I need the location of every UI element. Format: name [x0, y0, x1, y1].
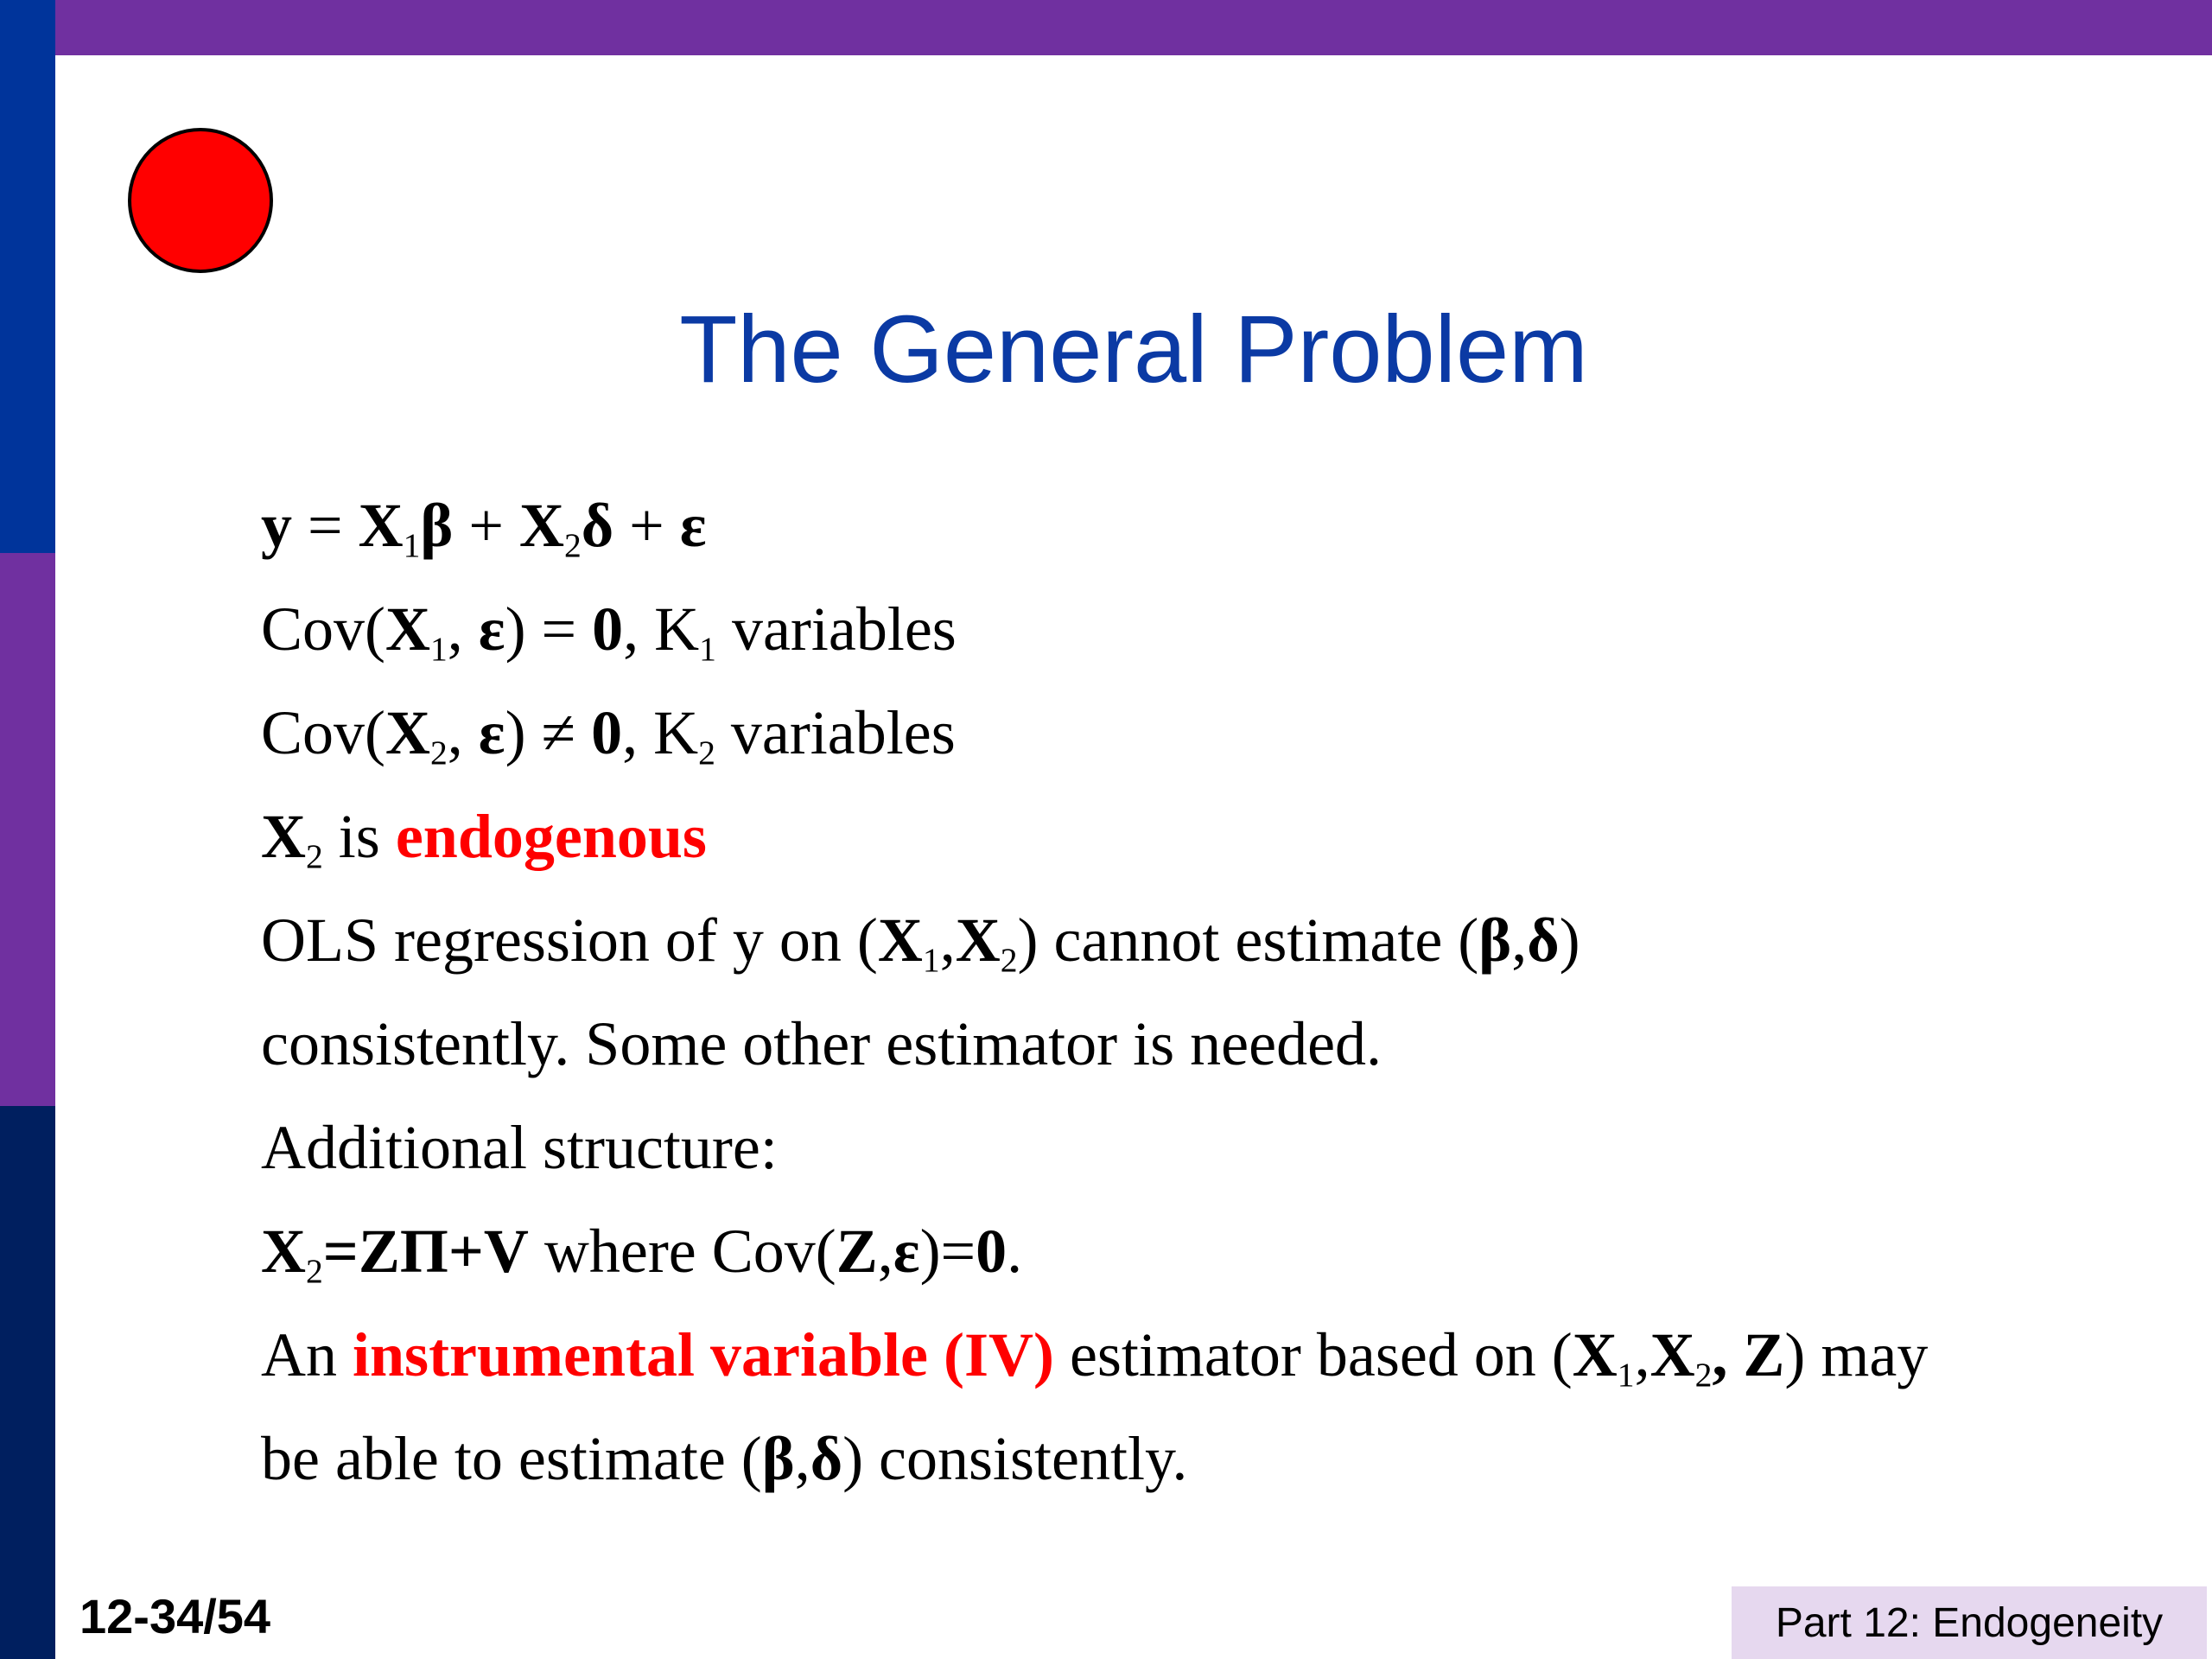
comma: ,: [939, 906, 956, 975]
cov-open: Cov(: [261, 594, 385, 664]
covariance-x1: [261, 577, 2162, 681]
equals-sign: =: [292, 491, 359, 560]
subscript: 2: [306, 836, 323, 875]
var-delta: δ: [810, 1424, 843, 1493]
var-X2: X: [1649, 1320, 1695, 1389]
conclusion-text: be able to estimate (: [261, 1424, 762, 1493]
subscript: 2: [1694, 1355, 1713, 1394]
is-text: is: [322, 802, 396, 871]
var-beta: β: [420, 491, 454, 560]
ols-statement: [261, 888, 2162, 992]
comma: ,: [877, 1217, 893, 1286]
endogenous-statement: [261, 785, 2162, 888]
footer-part-label: Part 12: Endogeneity: [1732, 1586, 2207, 1659]
slide-body: [261, 474, 2162, 1510]
comma: ,: [794, 1424, 810, 1493]
may-text: ) may: [1784, 1320, 1929, 1389]
var-delta: δ: [581, 491, 614, 560]
additional-structure-label: Additional structure:: [261, 1113, 778, 1182]
var-epsilon: ε: [478, 698, 505, 767]
comma: ,: [1511, 906, 1528, 975]
reduced-form-equation: [261, 1199, 2162, 1303]
plus-sign: +: [453, 491, 519, 560]
close-equals: )=: [919, 1217, 976, 1286]
var-X1: X: [385, 594, 430, 664]
sidebar-bottom-segment: [0, 1106, 55, 1659]
k-label: , K: [623, 594, 700, 664]
var-X1: X: [877, 906, 923, 975]
zero-vector: 0: [976, 1217, 1007, 1286]
subscript: 2: [430, 733, 448, 772]
var-X1: X: [358, 491, 404, 560]
iv-conclusion: [261, 1407, 2162, 1510]
period: .: [1007, 1217, 1023, 1286]
sidebar-middle-segment: [0, 553, 55, 1106]
close-not-equal: ) ≠: [505, 698, 592, 767]
endogenous-highlight: endogenous: [395, 802, 707, 871]
iv-statement: [261, 1303, 2162, 1407]
slide-number: 12-34/54: [79, 1589, 271, 1643]
var-Z: Z: [1743, 1320, 1785, 1389]
var-delta: δ: [1527, 906, 1560, 975]
subscript: 2: [563, 525, 582, 564]
var-epsilon: ε: [478, 594, 505, 664]
subscript: 2: [306, 1251, 323, 1290]
variables-label: variables: [715, 594, 957, 664]
equation-model: [261, 474, 2162, 577]
var-beta: β: [761, 1424, 795, 1493]
var-X2: X: [261, 1217, 306, 1286]
subscript: 2: [1000, 940, 1018, 979]
zero-vector: 0: [591, 698, 623, 767]
reduced-form: =ZΠ+V: [322, 1217, 529, 1286]
an-text: An: [261, 1320, 353, 1389]
var-X2: X: [261, 802, 306, 871]
comma: ,: [447, 698, 479, 767]
red-circle-icon: [128, 128, 273, 273]
subscript: 1: [922, 940, 940, 979]
slide-title: The General Problem: [679, 296, 1588, 403]
iv-text: estimator based on (: [1053, 1320, 1573, 1389]
close-paren: ): [1559, 906, 1580, 975]
var-X1: X: [1572, 1320, 1618, 1389]
comma: ,: [1712, 1320, 1744, 1389]
sidebar-top-segment: [0, 0, 55, 553]
plus-sign: +: [613, 491, 680, 560]
var-epsilon: ε: [679, 491, 707, 560]
subscript: 1: [430, 629, 448, 668]
subscript: 1: [403, 525, 421, 564]
comma: ,: [1634, 1320, 1650, 1389]
top-accent-bar: [55, 0, 2212, 55]
close-equals: ) =: [505, 594, 593, 664]
ols-text: ) cannot estimate (: [1017, 906, 1479, 975]
var-X2: X: [385, 698, 430, 767]
var-X2: X: [955, 906, 1001, 975]
covariance-x2: [261, 681, 2162, 785]
k-label: , K: [622, 698, 699, 767]
iv-highlight: instrumental variable (IV): [353, 1320, 1054, 1389]
subscript: 2: [698, 733, 715, 772]
comma: ,: [447, 594, 479, 664]
var-epsilon: ε: [893, 1217, 920, 1286]
cov-open: Cov(: [261, 698, 385, 767]
subscript: 1: [1617, 1355, 1635, 1394]
subscript: 1: [699, 629, 716, 668]
zero-vector: 0: [592, 594, 624, 664]
ols-text: OLS regression of y on (: [261, 906, 878, 975]
consistency-statement: consistently. Some other estimator is needed.: [261, 1009, 1382, 1078]
var-y: y: [261, 491, 292, 560]
var-beta: β: [1478, 906, 1512, 975]
var-Z: Z: [836, 1217, 878, 1286]
where-text: where Cov(: [528, 1217, 836, 1286]
conclusion-text: ) consistently.: [842, 1424, 1188, 1493]
variables-label: variables: [715, 698, 956, 767]
var-X2: X: [518, 491, 564, 560]
